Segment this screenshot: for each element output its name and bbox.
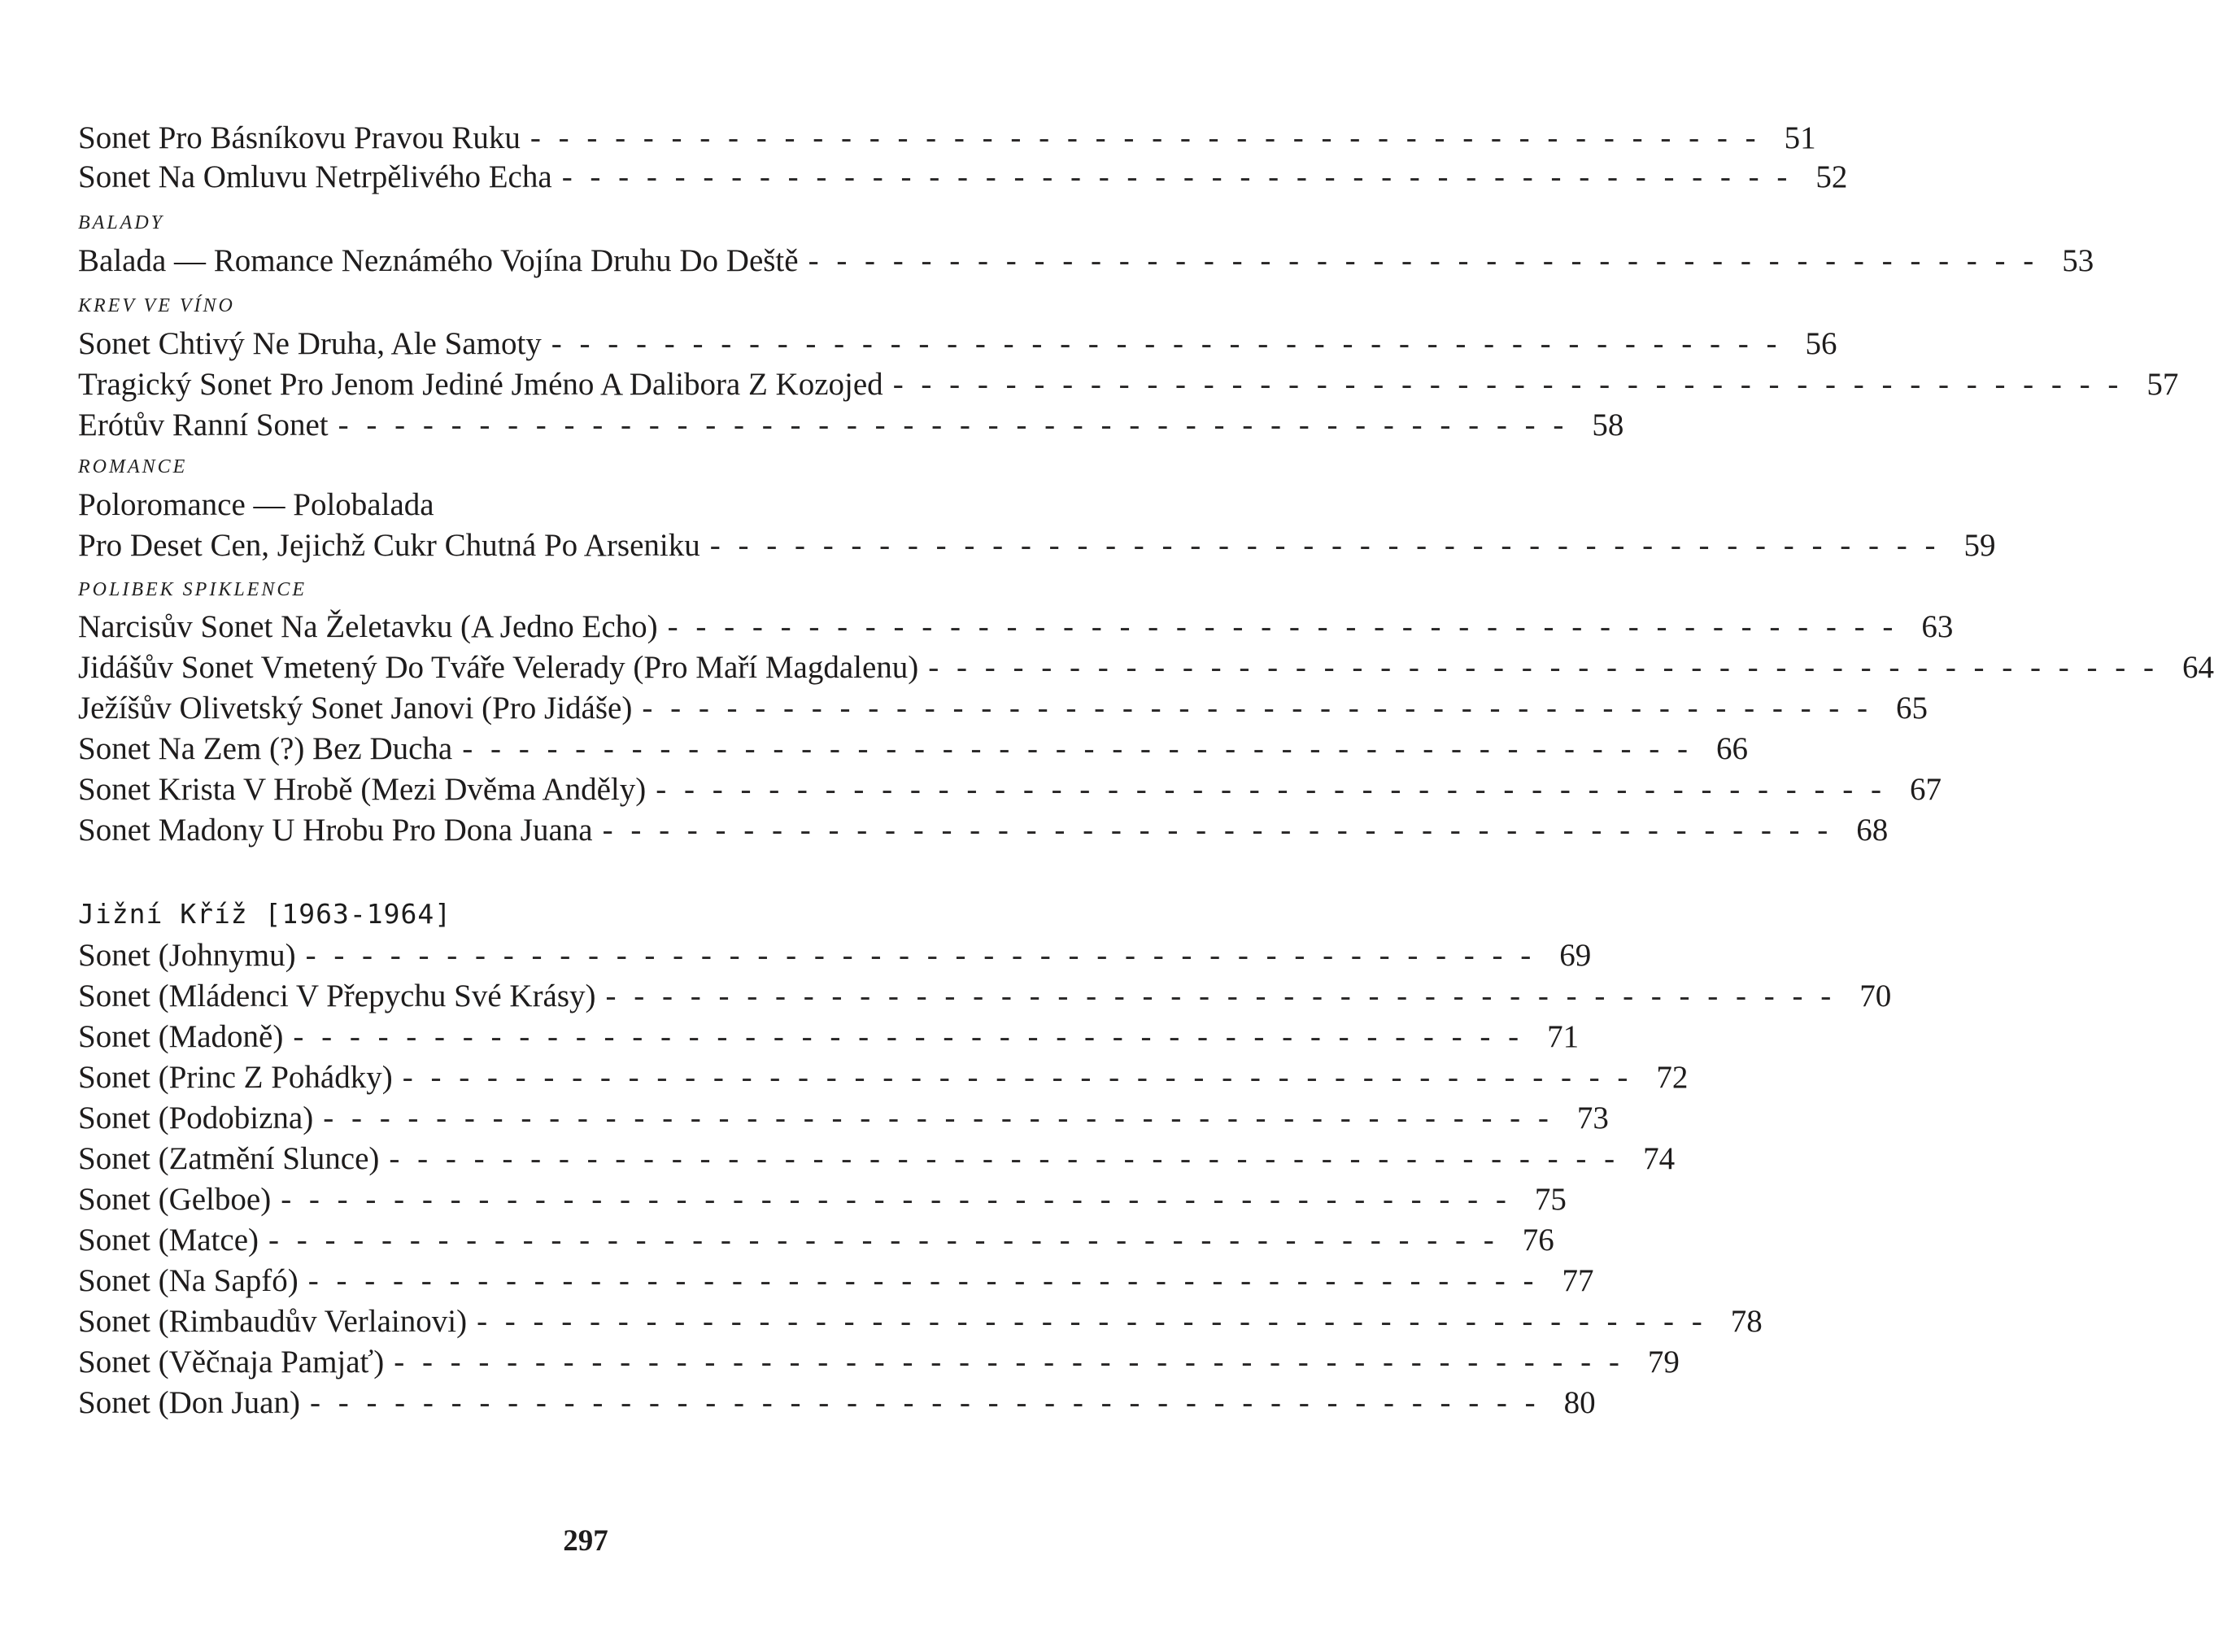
section-heading: BALADY <box>78 212 165 233</box>
dot-leader: - - - - - - - - - - - - - - - - - - - - - - - - - - - - - - - - - - - - - - - - - - - - <box>268 1223 1499 1258</box>
toc-entry <box>78 324 1837 364</box>
toc-entry <box>78 607 1954 647</box>
toc-entry-page: 66 <box>1715 731 1748 766</box>
toc-entry <box>78 1179 1567 1220</box>
toc-entry <box>78 935 1592 976</box>
toc-entry-page: 77 <box>1562 1263 1594 1298</box>
toc-entry-title: Sonet (Matce) <box>78 1223 259 1258</box>
dot-leader: - - - - - - - - - - - - - - - - - - - - - - - - - - - - - - - - - - - - - - - - - - - - <box>892 367 2124 402</box>
dot-leader: - - - - - - - - - - - - - - - - - - - - - - - - - - - - - - - - - - - - - - - - - - - - <box>642 691 1873 726</box>
dot-leader: - - - - - - - - - - - - - - - - - - - - - - - - - - - - - - - - - - - - - - - - - - - - <box>928 650 2159 685</box>
page-number: 297 <box>563 1524 608 1558</box>
dot-leader: - - - - - - - - - - - - - - - - - - - - - - - - - - - - - - - - - - - - - - - - - - - - <box>307 1263 1539 1298</box>
toc-entry-page: 51 <box>1784 120 1816 155</box>
dot-leader: - - - - - - - - - - - - - - - - - - - - - - - - - - - - - - - - - - - - - - - - - - - - <box>656 772 1886 807</box>
toc-entry <box>78 241 2094 281</box>
toc-entry <box>78 1383 1596 1423</box>
dot-leader: - - - - - - - - - - - - - - - - - - - - - - - - - - - - - - - - - - - - - - - - - - - - <box>477 1304 1707 1339</box>
dot-leader: - - - - - - - - - - - - - - - - - - - - - - - - - - - - - - - - - - - - - - - - - - - - <box>667 609 1898 644</box>
toc-entry-title: Sonet Na Zem (?) Bez Ducha <box>78 731 453 766</box>
toc-entry-page: 74 <box>1643 1141 1676 1176</box>
toc-entry-title: Sonet (Princ Z Pohádky) <box>78 1060 393 1095</box>
toc-entry-page: 64 <box>2181 650 2214 685</box>
toc-entry-title: Poloromance — Polobalada <box>78 487 434 522</box>
toc-entry <box>78 688 1929 729</box>
toc-entry-page: 70 <box>1859 979 1892 1013</box>
part-heading: Jižní Kříž [1963-1964] <box>78 898 452 930</box>
toc-entry-title: Jidášův Sonet Vmetený Do Tváře Velerady (Pro Maří Magdalenu) <box>78 650 919 685</box>
toc-entry-title: Sonet Na Omluvu Netrpělivého Echa <box>78 159 552 194</box>
toc-entry <box>78 1342 1680 1383</box>
toc-entry-page: 59 <box>1963 528 1996 563</box>
toc-entry <box>78 1057 1689 1098</box>
toc-entry-page: 78 <box>1730 1304 1763 1339</box>
toc-entry-title: Sonet (Madoně) <box>78 1019 284 1054</box>
dot-leader: - - - - - - - - - - - - - - - - - - - - - - - - - - - - - - - - - - - - - - - - - - - - <box>309 1385 1541 1420</box>
dot-leader: - - - - - - - - - - - - - - - - - - - - - - - - - - - - - - - - - - - - - - - - - - - - <box>551 326 1782 361</box>
dot-leader: - - - - - - - - - - - - - - - - - - - - - - - - - - - - - - - - - - - - - - - - - - - - <box>709 528 1941 563</box>
toc-entry-page: 75 <box>1534 1182 1567 1217</box>
toc-entry <box>78 485 1105 525</box>
toc-entry-page: 63 <box>1921 609 1954 644</box>
section-heading: POLIBEK SPIKLENCE <box>78 579 307 600</box>
toc-entry <box>78 405 1624 446</box>
toc-entry-title: Sonet (Podobizna) <box>78 1101 314 1135</box>
toc-entry-title: Ježíšův Olivetský Sonet Janovi (Pro Jidáše) <box>78 691 633 726</box>
toc-entry-page: 57 <box>2146 367 2179 402</box>
dot-leader: - - - - - - - - - - - - - - - - - - - - - - - - - - - - - - - - - - - - - - - - - - - - <box>293 1019 1524 1054</box>
dot-leader: - - - - - - - - - - - - - - - - - - - - - - - - - - - - - - - - - - - - - - - - - - - - <box>808 243 2039 278</box>
toc-entry <box>78 729 1748 769</box>
dot-leader: - - - - - - - - - - - - - - - - - - - - - - - - - - - - - - - - - - - - - - - - - - - - <box>338 408 1569 442</box>
dot-leader: - - - - - - - - - - - - - - - - - - - - - - - - - - - - - - - - - - - - - - - - - - - - <box>530 120 1761 155</box>
toc-entry-page: 58 <box>1592 408 1624 442</box>
toc-entry-title: Sonet Chtivý Ne Druha, Ale Samoty <box>78 326 542 361</box>
toc-entry-title: Sonet Pro Básníkovu Pravou Ruku <box>78 120 521 155</box>
toc-entry <box>78 364 2179 405</box>
toc-entry-title: Narcisův Sonet Na Želetavku (A Jedno Echo) <box>78 609 658 644</box>
toc-entry-title: Sonet (Na Sapfó) <box>78 1263 299 1298</box>
toc-entry <box>78 976 1892 1017</box>
toc-entry-page: 79 <box>1647 1345 1680 1380</box>
toc-entry-title: Sonet (Věčnaja Pamjať) <box>78 1345 385 1380</box>
dot-leader: - - - - - - - - - - - - - - - - - - - - - - - - - - - - - - - - - - - - - - - - - - - - <box>323 1101 1554 1135</box>
toc-entry-page: 71 <box>1547 1019 1580 1054</box>
toc-entry <box>78 647 2214 688</box>
toc-entry <box>78 118 1816 159</box>
dot-leader: - - - - - - - - - - - - - - - - - - - - - - - - - - - - - - - - - - - - - - - - - - - - <box>402 1060 1633 1095</box>
toc-entry-page: 53 <box>2062 243 2094 278</box>
dot-leader: - - - - - - - - - - - - - - - - - - - - - - - - - - - - - - - - - - - - - - - - - - - - <box>605 979 1837 1013</box>
dot-leader: - - - - - - - - - - - - - - - - - - - - - - - - - - - - - - - - - - - - - - - - - - - - <box>305 938 1536 973</box>
toc-entry-title: Sonet (Don Juan) <box>78 1385 300 1420</box>
toc-entry <box>78 810 1889 851</box>
toc-entry <box>78 1017 1580 1057</box>
toc-entry-page: 69 <box>1559 938 1592 973</box>
toc-entry <box>78 1139 1676 1179</box>
toc-entry-title: Sonet Krista V Hrobě (Mezi Dvěma Anděly) <box>78 772 647 807</box>
toc-entry-page: 73 <box>1576 1101 1609 1135</box>
toc-entry <box>78 1220 1554 1261</box>
toc-entry-title: Sonet (Rimbaudův Verlainovi) <box>78 1304 468 1339</box>
section-heading: ROMANCE <box>78 456 188 477</box>
toc-entry-title: Sonet Madony U Hrobu Pro Dona Juana <box>78 813 593 848</box>
toc-entry-title: Pro Deset Cen, Jejichž Cukr Chutná Po Arseniku <box>78 528 700 563</box>
dot-leader: - - - - - - - - - - - - - - - - - - - - - - - - - - - - - - - - - - - - - - - - - - - - <box>394 1345 1624 1380</box>
toc-entry-title: Erótův Ranní Sonet <box>78 408 329 442</box>
dot-leader: - - - - - - - - - - - - - - - - - - - - - - - - - - - - - - - - - - - - - - - - - - - - <box>281 1182 1511 1217</box>
dot-leader: - - - - - - - - - - - - - - - - - - - - - - - - - - - - - - - - - - - - - - - - - - - - <box>389 1141 1620 1176</box>
toc-entry-page: 76 <box>1522 1223 1554 1258</box>
toc-entry-page: 67 <box>1909 772 1942 807</box>
toc-entry-page: 52 <box>1815 159 1848 194</box>
toc-entry <box>78 157 1848 198</box>
toc-entry-page: 56 <box>1805 326 1837 361</box>
toc-entry-title: Sonet (Zatmění Slunce) <box>78 1141 380 1176</box>
toc-entry <box>78 1098 1609 1139</box>
toc-entry <box>78 769 1942 810</box>
toc-entry-title: Balada — Romance Neznámého Vojína Druhu Do Deště <box>78 243 799 278</box>
dot-leader: - - - - - - - - - - - - - - - - - - - - - - - - - - - - - - - - - - - - - - - - - - - - <box>462 731 1693 766</box>
toc-entry <box>78 1261 1594 1301</box>
toc-entry-page: 72 <box>1656 1060 1689 1095</box>
toc-entry-title: Sonet (Johnymu) <box>78 938 296 973</box>
toc-entry-page: 65 <box>1896 691 1929 726</box>
toc-entry-title: Sonet (Mládenci V Přepychu Své Krásy) <box>78 979 596 1013</box>
toc-entry <box>78 1301 1763 1342</box>
toc-entry-page: 80 <box>1563 1385 1596 1420</box>
toc-entry-page: 68 <box>1856 813 1889 848</box>
dot-leader: - - - - - - - - - - - - - - - - - - - - - - - - - - - - - - - - - - - - - - - - - - - - <box>561 159 1793 194</box>
section-heading: KREV VE VÍNO <box>78 295 235 316</box>
dot-leader: - - - - - - - - - - - - - - - - - - - - - - - - - - - - - - - - - - - - - - - - - - - - <box>602 813 1833 848</box>
toc-entry <box>78 525 1996 566</box>
toc-entry-title: Sonet (Gelboe) <box>78 1182 272 1217</box>
toc-entry-title: Tragický Sonet Pro Jenom Jediné Jméno A Dalibora Z Kozojed <box>78 367 883 402</box>
